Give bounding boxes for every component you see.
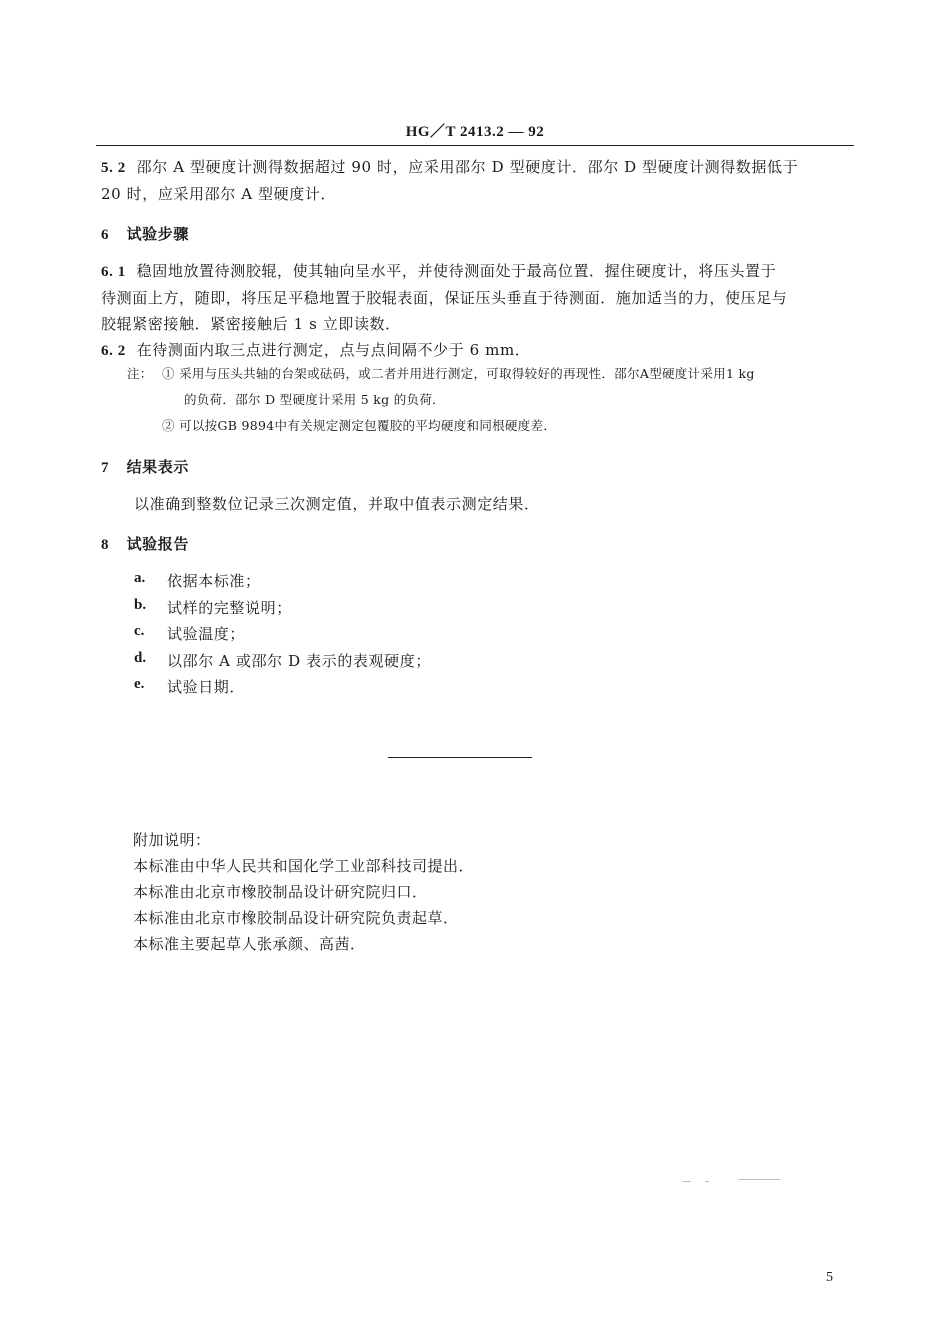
note-1-line2: 的负荷．邵尔 D 型硬度计采用 5 kg 的负荷． [184,392,445,407]
report-item-marker: c. [134,623,145,639]
section-7-heading [101,456,189,477]
report-item-marker: b. [134,597,147,613]
report-item-text: 试样的完整说明； [167,599,292,617]
clause-6-2-number: 6. 2 [101,343,126,359]
additional-line: 本标准主要起草人张承颜、高茜． [133,935,366,953]
report-item-text: 依据本标准； [167,572,261,590]
section-7-number: 7 [101,460,110,476]
clause-6-1-number: 6. 1 [101,264,126,280]
scan-speck [705,1181,709,1182]
section-6-number: 6 [101,227,110,243]
clause-5-2-line2: 20 时，应采用邵尔 A 型硬度计． [101,185,337,203]
clause-5-2-number: 5. 2 [101,160,126,176]
header-rule [96,145,854,146]
clause-6-2 [101,339,530,360]
note-2: ② 可以按GB 9894中有关规定测定包覆胶的平均硬度和同根硬度差． [162,418,557,433]
section-8-title: 试验报告 [126,535,189,553]
section-6-heading [101,223,189,244]
section-6-title: 试验步骤 [126,225,189,243]
clause-6-2-text: 在待测面内取三点进行测定，点与点间隔不少于 6 mm． [136,341,531,359]
clause-6-1-line3: 胶辊紧密接触．紧密接触后 1 s 立即读数． [101,315,401,333]
report-item-marker: d. [134,650,147,666]
clause-5-2-text: 邵尔 A 型硬度计测得数据超过 90 时，应采用邵尔 D 型硬度计．邵尔 D 型硬度计测得数据低于 [136,158,799,176]
scan-speck [683,1181,691,1182]
additional-line: 本标准由北京市橡胶制品设计研究院负责起草． [133,909,459,927]
report-item-marker: a. [134,570,146,586]
report-item-marker: e. [134,676,145,692]
additional-line: 本标准由北京市橡胶制品设计研究院归口． [133,883,428,901]
note-1-line1: ① 采用与压头共轴的台架或砝码，或二者并用进行测定，可取得较好的再现性．邵尔A型硬度计采用1 kg [162,366,755,381]
additional-line: 本标准由中华人民共和国化学工业部科技司提出． [133,857,475,875]
report-item-text: 试验温度； [167,625,246,643]
page-number: 5 [826,1270,833,1285]
section-8-heading [101,533,189,554]
report-item-text: 试验日期． [167,678,246,696]
scan-speck [738,1179,780,1180]
note-label: 注： [127,366,153,381]
report-item-text: 以邵尔 A 或邵尔 D 表示的表观硬度； [167,652,431,670]
clause-6-1-text: 稳固地放置待测胶辊，使其轴向呈水平，并使待测面处于最高位置．握住硬度计，将压头置于 [136,262,777,280]
document-code: HG／T 2413.2 — 92 [405,124,545,140]
clause-5-2-line1 [101,156,798,177]
clause-6-1-line2: 待测面上方，随即，将压足平稳地置于胶辊表面，保证压头垂直于待测面．施加适当的力，使压足与 [101,289,788,307]
additional-title: 附加说明： [133,831,211,849]
end-rule [388,757,532,758]
clause-6-1-line1 [101,260,776,281]
section-8-number: 8 [101,537,110,553]
section-7-text: 以准确到整数位记录三次测定值，并取中值表示测定结果． [134,495,540,513]
section-7-title: 结果表示 [126,458,189,476]
